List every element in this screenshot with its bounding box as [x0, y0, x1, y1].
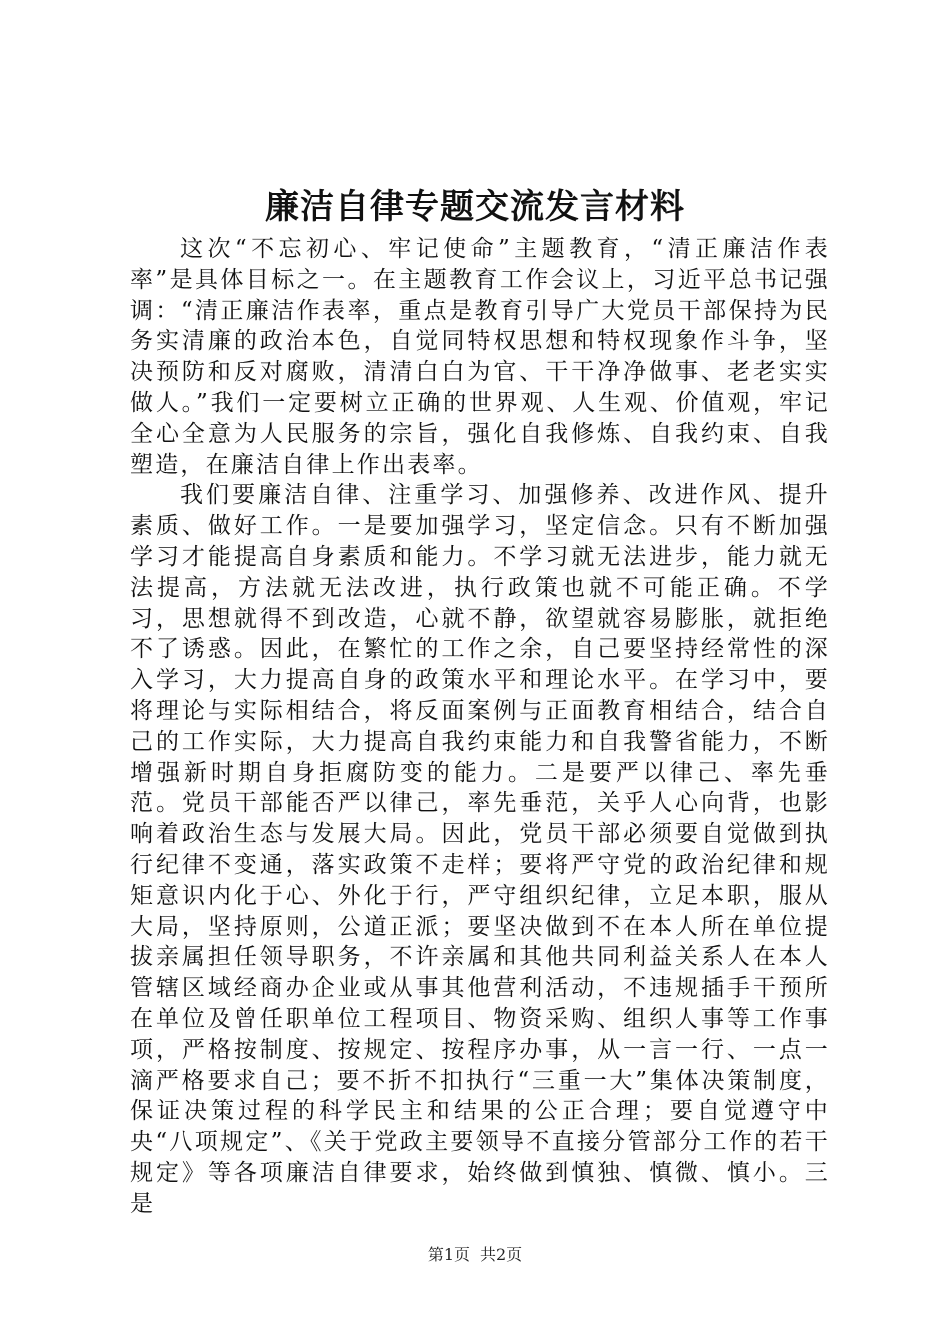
- page-total: 共2页: [480, 1245, 523, 1264]
- paragraph-2-container: [130, 480, 830, 1219]
- paragraph-2: 我们要廉洁自律、注重学习、加强修养、改进作风、提升素质、做好工作。一是要加强学习，坚定信念。只有不断加强学习才能提高自身素质和能力。不学习就无法进步，能力就无法提高，方法就无法改进，执行政策也就不可能正确。不学习，思想就得不到改造，心就不静，欲望就容易膨胀，就拒绝不了诱惑。因此，在繁忙的工作之余，自己要坚持经常性的深入学习，大力提高自身的政策水平和理论水平。在学习中，要将理论与实际相结合，将反面案例与正面教育相结合，结合自己的工作实际，大力提高自我约束能力和自我警省能力，不断增强新时期自身拒腐防变的能力。二是要严以律己、率先垂范。党员干部能否严以律己，率先垂范，关乎人心向背，也影响着政治生态与发展大局。因此，党员干部必须要自觉做到执行纪律不变通，落实政策不走样；要将严守党的政治纪律和规矩意识内化于心、外化于行，严守组织纪律，立足本职，服从大局，坚持原则，公道正派；要坚决做到不在本人所在单位提拔亲属担任领导职务，不许亲属和其他共同利益关系人在本人管辖区域经商办企业或从事其他营利活动，不违规插手干预所在单位及曾任职单位工程项目、物资采购、组织人事等工作事项，严格按制度、按规定、按程序办事，从一言一行、一点一滴严格要求自己；要不折不扣执行“三重一大”集体决策制度，保证决策过程的科学民主和结果的公正合理；要自觉遵守中央“八项规定”、《关于党政主要领导不直接分管部分工作的若干规定》等各项廉洁自律要求，始终做到慎独、慎微、慎小。三是: [130, 482, 830, 1217]
- paragraph-1: 这次“不忘初心、牢记使命”主题教育，“清正廉洁作表率”是具体目标之一。在主题教育工作会议上，习近平总书记强调：“清正廉洁作表率，重点是教育引导广大党员干部保持为民务实清廉的政治本色，自觉同特权思想和特权现象作斗争，坚决预防和反对腐败，清清白白为官、干干净净做事、老老实实做人。”我们一定要树立正确的世界观、人生观、价值观，牢记全心全意为人民服务的宗旨，强化自我修炼、自我约束、自我塑造，在廉洁自律上作出表率。: [130, 236, 830, 478]
- page-number: 第1页: [427, 1245, 470, 1264]
- document-title: 廉洁自律专题交流发言材料: [265, 187, 685, 227]
- page-footer: [0, 1244, 950, 1266]
- document-body: [130, 234, 830, 1220]
